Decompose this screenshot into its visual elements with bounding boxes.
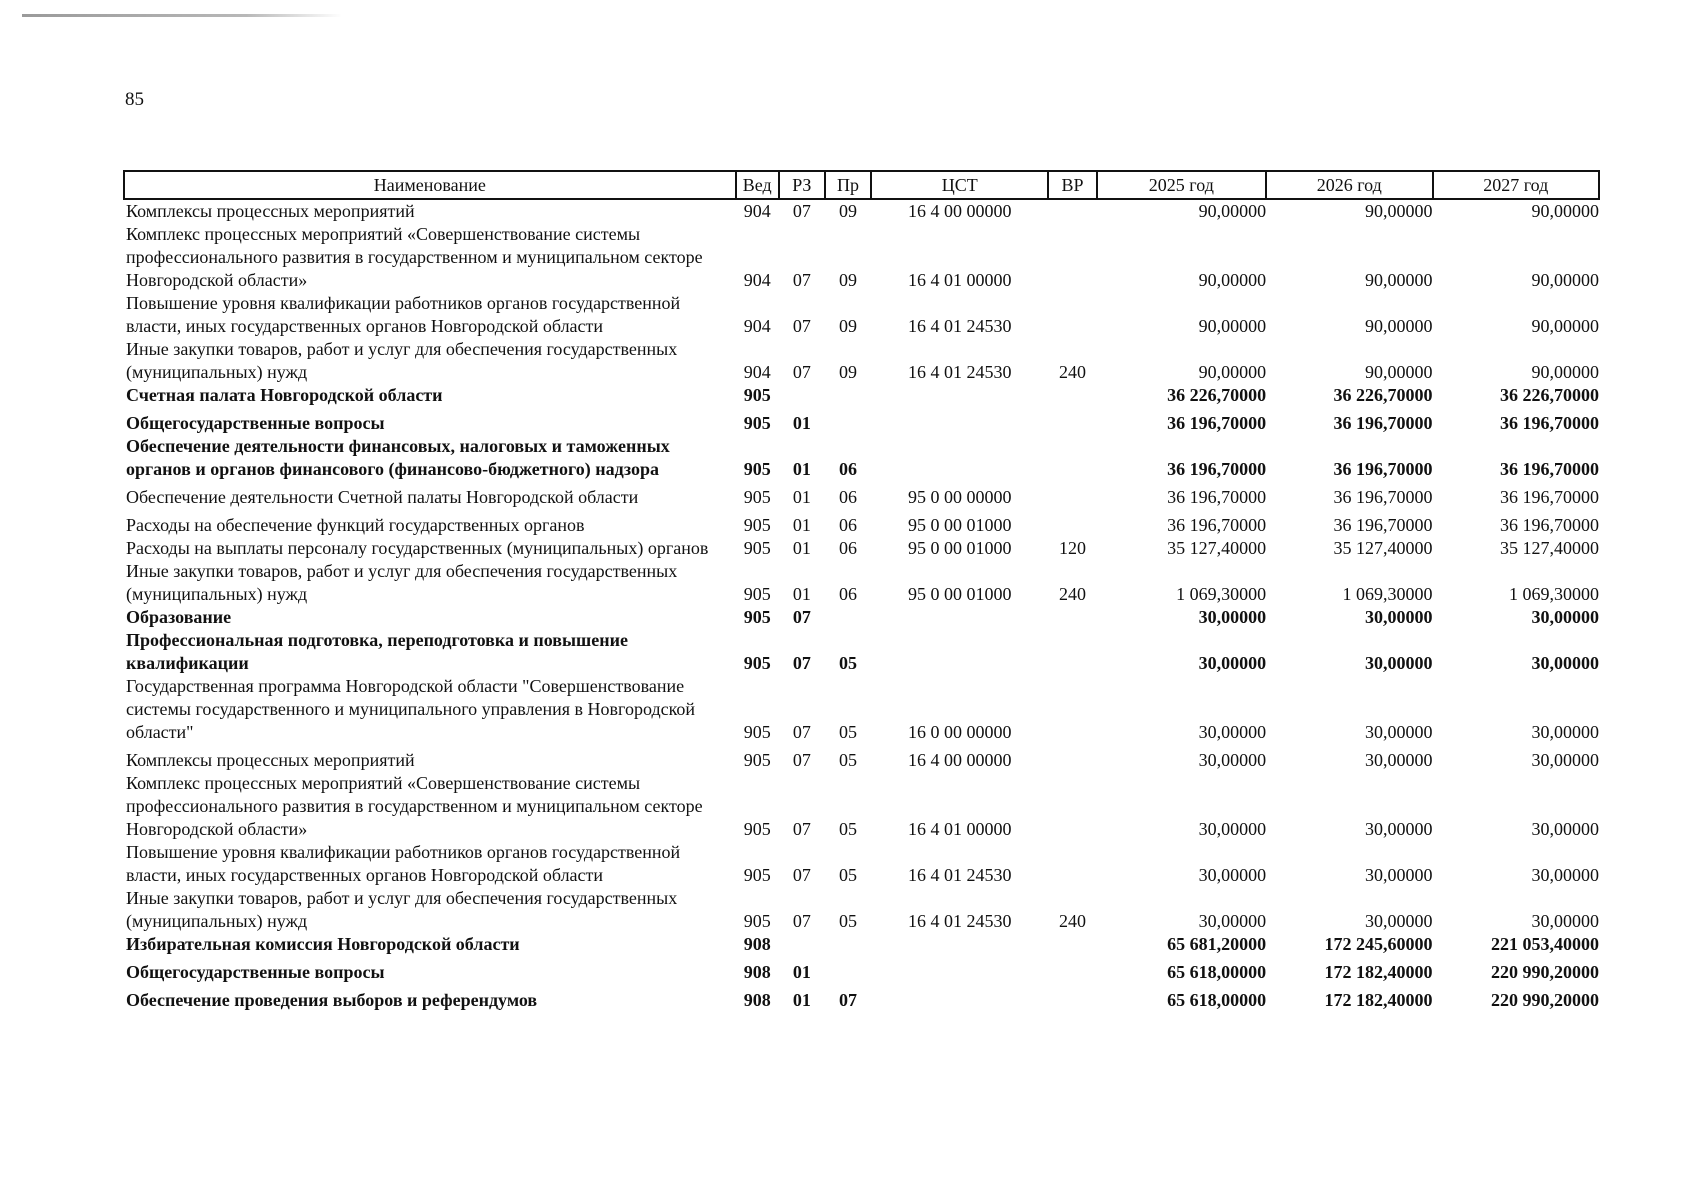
row-amount-2027: 220 990,20000 <box>1491 962 1599 982</box>
table-header-row <box>124 171 1599 199</box>
row-ved: 904 <box>743 201 771 221</box>
row-amount-2026: 30,00000 <box>1365 607 1433 627</box>
row-rz: 07 <box>792 819 811 839</box>
row-amount-2026: 30,00000 <box>1365 865 1433 885</box>
row-rz: 07 <box>792 865 811 885</box>
table-body <box>124 199 1599 1012</box>
row-vr <box>1048 933 1096 956</box>
row-ved: 905 <box>743 413 771 433</box>
row-amount-2027: 36 196,70000 <box>1500 515 1599 535</box>
table-row <box>124 675 1599 744</box>
row-pr <box>825 407 871 435</box>
row-amount-2025: 30,00000 <box>1198 607 1267 627</box>
row-name: Комплексы процессных мероприятий <box>126 201 415 221</box>
row-name: Комплекс процессных мероприятий «Совершенствование системы профессионального развития в государственном и муниципальном секторе Новгородской области» <box>126 224 703 290</box>
row-pr: 06 <box>838 538 857 558</box>
row-rz <box>779 933 825 956</box>
row-amount-2025: 90,00000 <box>1198 270 1267 290</box>
row-amount-2026: 36 196,70000 <box>1333 413 1433 433</box>
table-row <box>124 744 1599 772</box>
row-pr: 05 <box>838 819 857 839</box>
column-header-rz: РЗ <box>779 171 825 199</box>
row-amount-2027: 221 053,40000 <box>1491 934 1599 954</box>
row-ved: 905 <box>743 911 771 931</box>
row-vr: 240 <box>1059 584 1087 604</box>
row-amount-2027: 90,00000 <box>1531 270 1599 290</box>
row-vr <box>1048 772 1096 841</box>
row-name: Обеспечение проведения выборов и референдумов <box>126 990 538 1010</box>
row-amount-2025: 36 196,70000 <box>1167 459 1267 479</box>
row-cst <box>871 984 1048 1012</box>
row-amount-2027: 90,00000 <box>1531 201 1599 221</box>
row-cst: 16 4 01 24530 <box>908 362 1012 382</box>
row-amount-2025: 65 618,00000 <box>1167 990 1267 1010</box>
budget-table <box>123 170 1600 1012</box>
row-vr <box>1048 744 1096 772</box>
row-rz: 01 <box>792 962 811 982</box>
row-amount-2026: 172 182,40000 <box>1324 990 1433 1010</box>
row-cst: 16 0 00 00000 <box>908 722 1012 742</box>
column-header-pr: Пр <box>825 171 871 199</box>
row-amount-2025: 30,00000 <box>1198 653 1267 673</box>
row-amount-2027: 90,00000 <box>1531 316 1599 336</box>
column-header-2025: 2025 год <box>1097 171 1266 199</box>
row-vr <box>1048 629 1096 675</box>
row-name: Общегосударственные вопросы <box>126 413 385 433</box>
row-name: Повышение уровня квалификации работников органов государственной власти, иных государственных органов Новгородской области <box>126 842 681 885</box>
column-header-2026: 2026 год <box>1266 171 1432 199</box>
row-pr <box>825 606 871 629</box>
row-pr: 05 <box>838 653 857 673</box>
row-amount-2026: 30,00000 <box>1365 911 1433 931</box>
row-pr: 09 <box>838 270 857 290</box>
table-row <box>124 292 1599 338</box>
scan-edge-line <box>22 14 342 17</box>
row-vr <box>1048 481 1096 509</box>
row-vr: 240 <box>1059 911 1087 931</box>
row-amount-2026: 30,00000 <box>1365 722 1433 742</box>
row-pr: 09 <box>838 362 857 382</box>
row-cst <box>871 384 1048 407</box>
row-vr <box>1048 199 1096 223</box>
row-ved: 904 <box>743 362 771 382</box>
row-pr: 07 <box>838 990 857 1010</box>
table-row <box>124 407 1599 435</box>
row-amount-2026: 30,00000 <box>1365 750 1433 770</box>
row-rz: 07 <box>792 750 811 770</box>
row-amount-2025: 30,00000 <box>1198 819 1267 839</box>
row-amount-2025: 90,00000 <box>1198 201 1267 221</box>
row-amount-2027: 30,00000 <box>1531 607 1599 627</box>
row-name: Обеспечение деятельности финансовых, налоговых и таможенных органов и органов финансового (финансово-бюджетного) надзора <box>126 436 670 479</box>
row-name: Расходы на обеспечение функций государственных органов <box>126 515 585 535</box>
row-ved: 905 <box>743 584 771 604</box>
row-name: Комплексы процессных мероприятий <box>126 750 415 770</box>
row-amount-2027: 30,00000 <box>1531 819 1599 839</box>
row-pr: 09 <box>838 316 857 336</box>
row-amount-2025: 65 618,00000 <box>1167 962 1267 982</box>
row-amount-2027: 30,00000 <box>1531 911 1599 931</box>
row-pr <box>825 933 871 956</box>
row-ved: 905 <box>743 385 771 405</box>
row-cst: 95 0 00 01000 <box>908 584 1012 604</box>
row-amount-2027: 30,00000 <box>1531 722 1599 742</box>
row-amount-2025: 30,00000 <box>1198 865 1267 885</box>
row-cst: 16 4 01 00000 <box>908 819 1012 839</box>
row-amount-2026: 30,00000 <box>1365 653 1433 673</box>
row-name: Иные закупки товаров, работ и услуг для обеспечения государственных (муниципальных) нужд <box>126 888 678 931</box>
row-vr <box>1048 956 1096 984</box>
row-amount-2027: 36 196,70000 <box>1500 487 1599 507</box>
row-amount-2025: 35 127,40000 <box>1167 538 1267 558</box>
row-amount-2027: 220 990,20000 <box>1491 990 1599 1010</box>
row-name: Образование <box>126 607 232 627</box>
column-header-cst: ЦСТ <box>871 171 1048 199</box>
row-rz: 07 <box>792 316 811 336</box>
column-header-2027: 2027 год <box>1433 171 1600 199</box>
row-vr <box>1048 841 1096 887</box>
row-vr <box>1048 407 1096 435</box>
table-row <box>124 560 1599 606</box>
row-ved: 905 <box>743 750 771 770</box>
table-row <box>124 772 1599 841</box>
row-rz: 01 <box>792 538 811 558</box>
row-amount-2025: 65 681,20000 <box>1167 934 1267 954</box>
row-pr: 06 <box>838 584 857 604</box>
row-vr <box>1048 509 1096 537</box>
row-pr: 05 <box>838 865 857 885</box>
row-rz: 07 <box>792 607 811 627</box>
row-rz: 01 <box>792 413 811 433</box>
row-ved: 905 <box>743 459 771 479</box>
row-amount-2026: 172 182,40000 <box>1324 962 1433 982</box>
row-pr: 05 <box>838 750 857 770</box>
row-pr: 06 <box>838 515 857 535</box>
row-ved: 905 <box>743 722 771 742</box>
row-vr <box>1048 675 1096 744</box>
row-ved: 908 <box>743 990 771 1010</box>
column-header-ved: Вед <box>736 171 779 199</box>
row-amount-2027: 35 127,40000 <box>1500 538 1599 558</box>
column-header-vr: ВР <box>1048 171 1096 199</box>
row-cst: 16 4 01 24530 <box>908 316 1012 336</box>
row-name: Расходы на выплаты персоналу государственных (муниципальных) органов <box>126 538 709 558</box>
row-ved: 905 <box>743 538 771 558</box>
row-amount-2026: 90,00000 <box>1365 270 1433 290</box>
row-amount-2026: 90,00000 <box>1365 201 1433 221</box>
row-ved: 908 <box>743 934 771 954</box>
row-amount-2025: 30,00000 <box>1198 722 1267 742</box>
row-cst: 95 0 00 01000 <box>908 538 1012 558</box>
row-name: Иные закупки товаров, работ и услуг для обеспечения государственных (муниципальных) нужд <box>126 339 678 382</box>
row-amount-2026: 30,00000 <box>1365 819 1433 839</box>
row-ved: 904 <box>743 316 771 336</box>
row-amount-2025: 1 069,30000 <box>1176 584 1267 604</box>
table-row <box>124 384 1599 407</box>
table-row <box>124 887 1599 933</box>
row-amount-2026: 90,00000 <box>1365 316 1433 336</box>
row-amount-2026: 36 196,70000 <box>1333 487 1433 507</box>
row-amount-2027: 30,00000 <box>1531 865 1599 885</box>
row-rz: 01 <box>792 584 811 604</box>
row-amount-2026: 90,00000 <box>1365 362 1433 382</box>
row-amount-2027: 36 226,70000 <box>1500 385 1599 405</box>
table-row <box>124 223 1599 292</box>
table-row <box>124 984 1599 1012</box>
page-number: 85 <box>125 89 144 110</box>
row-name: Общегосударственные вопросы <box>126 962 385 982</box>
row-amount-2025: 30,00000 <box>1198 750 1267 770</box>
row-name: Обеспечение деятельности Счетной палаты Новгородской области <box>126 487 639 507</box>
table-row <box>124 933 1599 956</box>
row-amount-2027: 1 069,30000 <box>1509 584 1599 604</box>
table-row <box>124 606 1599 629</box>
row-vr <box>1048 223 1096 292</box>
row-amount-2026: 172 245,60000 <box>1324 934 1433 954</box>
row-name: Повышение уровня квалификации работников органов государственной власти, иных государственных органов Новгородской области <box>126 293 681 336</box>
row-amount-2025: 30,00000 <box>1198 911 1267 931</box>
row-amount-2026: 36 196,70000 <box>1333 515 1433 535</box>
row-ved: 905 <box>743 487 771 507</box>
row-name: Государственная программа Новгородской области "Совершенствование системы государственного и муниципального управления в Новгородской области" <box>126 676 696 742</box>
row-pr <box>825 384 871 407</box>
row-amount-2027: 30,00000 <box>1531 653 1599 673</box>
row-rz: 07 <box>792 201 811 221</box>
row-pr: 05 <box>838 911 857 931</box>
row-rz <box>779 384 825 407</box>
row-name: Избирательная комиссия Новгородской области <box>126 934 520 954</box>
row-cst: 16 4 01 00000 <box>908 270 1012 290</box>
row-pr: 05 <box>838 722 857 742</box>
row-vr <box>1048 292 1096 338</box>
row-cst <box>871 606 1048 629</box>
row-amount-2027: 36 196,70000 <box>1500 413 1599 433</box>
row-amount-2025: 36 196,70000 <box>1167 413 1267 433</box>
row-rz: 01 <box>792 515 811 535</box>
row-cst: 95 0 00 01000 <box>908 515 1012 535</box>
row-cst <box>871 629 1048 675</box>
row-cst <box>871 435 1048 481</box>
row-cst <box>871 407 1048 435</box>
row-rz: 07 <box>792 653 811 673</box>
column-header-name: Наименование <box>124 171 736 199</box>
row-amount-2025: 90,00000 <box>1198 362 1267 382</box>
row-ved: 905 <box>743 819 771 839</box>
row-name: Счетная палата Новгородской области <box>126 385 443 405</box>
row-amount-2027: 36 196,70000 <box>1500 459 1599 479</box>
row-amount-2027: 30,00000 <box>1531 750 1599 770</box>
row-rz: 07 <box>792 270 811 290</box>
row-amount-2025: 36 196,70000 <box>1167 515 1267 535</box>
row-rz: 01 <box>792 459 811 479</box>
row-ved: 905 <box>743 607 771 627</box>
row-rz: 07 <box>792 911 811 931</box>
row-name: Иные закупки товаров, работ и услуг для обеспечения государственных (муниципальных) нужд <box>126 561 678 604</box>
row-amount-2026: 36 196,70000 <box>1333 459 1433 479</box>
row-pr: 09 <box>838 201 857 221</box>
row-cst <box>871 956 1048 984</box>
table-row <box>124 481 1599 509</box>
row-vr <box>1048 435 1096 481</box>
table-row <box>124 338 1599 384</box>
row-amount-2025: 36 196,70000 <box>1167 487 1267 507</box>
row-cst: 16 4 00 00000 <box>908 750 1012 770</box>
table-row <box>124 199 1599 223</box>
row-amount-2025: 90,00000 <box>1198 316 1267 336</box>
row-name: Профессиональная подготовка, переподготовка и повышение квалификации <box>126 630 628 673</box>
row-cst <box>871 933 1048 956</box>
row-ved: 904 <box>743 270 771 290</box>
row-rz: 07 <box>792 362 811 382</box>
row-vr <box>1048 606 1096 629</box>
row-rz: 01 <box>792 487 811 507</box>
row-ved: 905 <box>743 653 771 673</box>
row-rz: 07 <box>792 722 811 742</box>
row-ved: 905 <box>743 515 771 535</box>
table-row <box>124 435 1599 481</box>
row-amount-2026: 35 127,40000 <box>1333 538 1433 558</box>
row-name: Комплекс процессных мероприятий «Совершенствование системы профессионального развития в государственном и муниципальном секторе Новгородской области» <box>126 773 703 839</box>
table-row <box>124 629 1599 675</box>
row-ved: 908 <box>743 962 771 982</box>
table-row <box>124 841 1599 887</box>
row-cst: 16 4 00 00000 <box>908 201 1012 221</box>
row-vr: 120 <box>1059 538 1087 558</box>
row-amount-2026: 36 226,70000 <box>1333 385 1433 405</box>
table-row <box>124 956 1599 984</box>
row-cst: 16 4 01 24530 <box>908 865 1012 885</box>
row-vr <box>1048 384 1096 407</box>
row-pr: 06 <box>838 459 857 479</box>
row-amount-2025: 36 226,70000 <box>1167 385 1267 405</box>
row-cst: 16 4 01 24530 <box>908 911 1012 931</box>
row-amount-2026: 1 069,30000 <box>1342 584 1433 604</box>
row-pr: 06 <box>838 487 857 507</box>
row-vr <box>1048 984 1096 1012</box>
row-cst: 95 0 00 00000 <box>908 487 1012 507</box>
row-vr: 240 <box>1059 362 1087 382</box>
row-rz: 01 <box>792 990 811 1010</box>
table-row <box>124 537 1599 560</box>
row-ved: 905 <box>743 865 771 885</box>
row-pr <box>825 956 871 984</box>
row-amount-2027: 90,00000 <box>1531 362 1599 382</box>
table-row <box>124 509 1599 537</box>
